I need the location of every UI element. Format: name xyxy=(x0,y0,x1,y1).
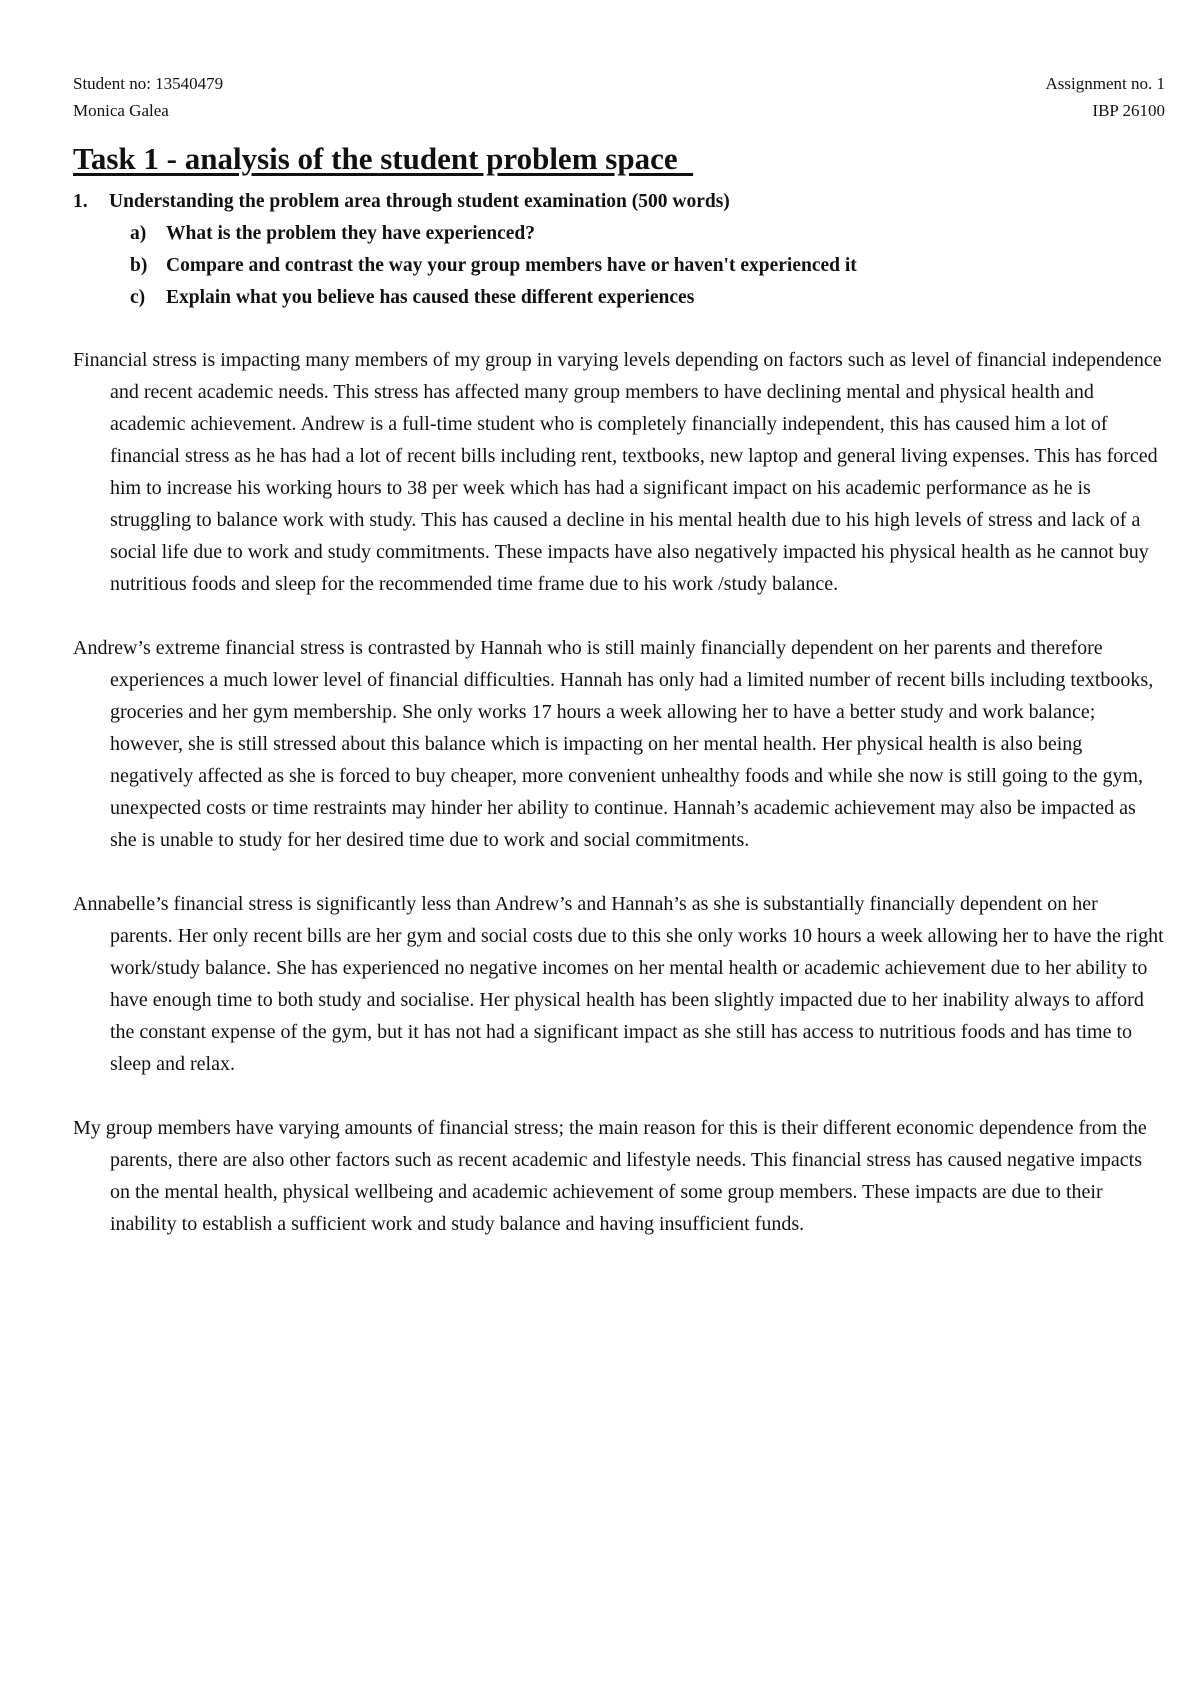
student-number: Student no: 13540479 xyxy=(73,74,224,93)
header-left xyxy=(73,70,223,124)
page-header xyxy=(73,70,1165,124)
task-title: Task 1 - analysis of the student problem space xyxy=(73,141,694,176)
sub-question-c xyxy=(130,282,1165,314)
question-list xyxy=(73,186,1165,314)
body-text xyxy=(73,344,1165,1240)
assignment-number: Assignment no. 1 xyxy=(1045,74,1165,93)
sub-question-list xyxy=(73,218,1165,314)
paragraph-annabelle: Annabelle’s financial stress is significantly less than Andrew’s and Hannah’s as she is substantially financially dependent on her parents. Her only recent bills are her gym and social costs due to this she only works 10 hours a week allowing her to have the right work/study balance. She has experienced no negative incomes on her mental health or academic achievement due to her ability to have enough time to both study and socialise. Her physical health has been slightly impacted due to her inability always to afford the constant expense of the gym, but it has not had a significant impact as she still has access to nutritious foods and has time to sleep and relax. xyxy=(73,893,1164,1075)
header-right xyxy=(1046,70,1165,124)
sub-question-text: Compare and contrast the way your group members have or haven't experienced it xyxy=(166,255,857,276)
sub-question-letter: a) xyxy=(130,223,147,244)
sub-question-text: What is the problem they have experienced? xyxy=(166,223,536,244)
sub-question-letter: c) xyxy=(130,287,146,308)
paragraph-hannah: Andrew’s extreme financial stress is contrasted by Hannah who is still mainly financially dependent on her parents and therefore experiences a much lower level of financial difficulties. Hannah has only had a limited number of recent bills including textbooks, groceries and her gym membership. She only works 17 hours a week allowing her to have a better study and work balance; however, she is still stressed about this balance which is impacting on her mental health. Her physical health is also being negatively affected as she is forced to buy cheaper, more convenient unhealthy foods and while she now is still going to the gym, unexpected costs or time restraints may hinder her ability to continue. Hannah’s academic achievement may also be impacted as she is unable to study for her desired time due to work and social commitments. xyxy=(73,637,1154,851)
question-main xyxy=(73,186,1165,218)
sub-question-letter: b) xyxy=(130,255,148,276)
sub-question-a xyxy=(130,218,1165,250)
student-name: Monica Galea xyxy=(73,101,169,120)
course-code: IBP 26100 xyxy=(1092,101,1165,120)
paragraph-summary: My group members have varying amounts of financial stress; the main reason for this is their different economic dependence from the parents, there are also other factors such as recent academic and lifestyle needs. This financial stress has caused negative impacts on the mental health, physical wellbeing and academic achievement of some group members. These impacts are due to their inability to establish a sufficient work and study balance and having insufficient funds. xyxy=(73,1117,1147,1235)
document-page xyxy=(73,70,1165,1272)
sub-question-b xyxy=(130,250,1165,282)
paragraph-andrew: Financial stress is impacting many members of my group in varying levels depending on factors such as level of financial independence and recent academic needs. This stress has affected many group members to have declining mental and physical health and academic achievement. Andrew is a full-time student who is completely financially independent, this has caused him a lot of financial stress as he has had a lot of recent bills including rent, textbooks, new laptop and general living expenses. This has forced him to increase his working hours to 38 per week which has had a significant impact on his academic performance as he is struggling to balance work with study. This has caused a decline in his mental health due to his high levels of stress and lack of a social life due to work and study commitments. These impacts have also negatively impacted his physical health as he cannot buy nutritious foods and sleep for the recommended time frame due to his work /study balance. xyxy=(73,349,1162,595)
sub-question-text: Explain what you believe has caused these different experiences xyxy=(166,287,695,308)
question-number: 1. xyxy=(73,191,88,212)
question-text: Understanding the problem area through student examination (500 words) xyxy=(109,191,730,212)
question-item xyxy=(73,186,1165,314)
